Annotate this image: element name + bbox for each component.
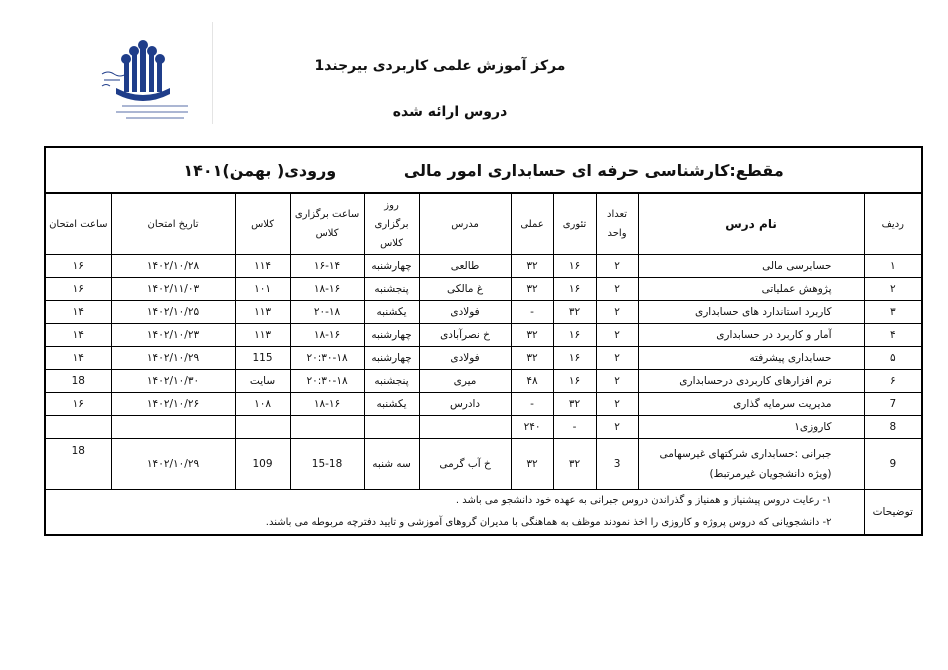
table-row [45, 278, 922, 301]
table-row [45, 370, 922, 393]
note-2: ۲- دانشجویانی که دروس پروژه و کاروزی را اخذ نمودند موظف به هماهنگی با مدیران گروهای آموزشی و تایید دفترچه مربوطه می باشند. [265, 517, 832, 528]
header-divider [212, 22, 213, 124]
cell-exam-date: ۱۴۰۲/۱۰/۲۹ [111, 347, 235, 370]
table-title [45, 147, 922, 193]
cell-exam-date: ۱۴۰۲/۱۰/۲۳ [111, 324, 235, 347]
cell-room: 109 [235, 439, 290, 490]
header-row [45, 193, 922, 255]
cell-exam-time: ۱۶ [45, 255, 111, 278]
notes-row [45, 490, 922, 536]
cell-row: ۲ [864, 278, 922, 301]
program-title: مقطع:کارشناسی حرفه ای حسابداری امور مالی [403, 160, 784, 180]
cell-day [364, 416, 419, 439]
table-row [45, 301, 922, 324]
col-room: کلاس [235, 193, 290, 255]
cell-row: ۳ [864, 301, 922, 324]
cell-units: ۲ [596, 278, 638, 301]
notes-text [45, 490, 864, 536]
cell-theory: ۱۶ [553, 370, 596, 393]
cell-exam-date: ۱۴۰۲/۱۰/۲۸ [111, 255, 235, 278]
cell-practical: ۳۲ [511, 255, 553, 278]
cell-exam-time: 18 [45, 439, 111, 490]
cell-exam-time: ۱۴ [45, 324, 111, 347]
cell-room: ۱۰۱ [235, 278, 290, 301]
col-course: نام درس [638, 193, 864, 255]
cell-theory: ۳۲ [553, 301, 596, 324]
cell-units: ۲ [596, 255, 638, 278]
col-day: روز برگزاری کلاس [364, 193, 419, 255]
col-class-time: ساعت برگزاری کلاس [290, 193, 364, 255]
cell-units: ۲ [596, 347, 638, 370]
cell-row: ۶ [864, 370, 922, 393]
cell-theory: ۳۲ [553, 393, 596, 416]
cell-theory: ۱۶ [553, 324, 596, 347]
cell-practical: - [511, 393, 553, 416]
cell-day: یکشنبه [364, 301, 419, 324]
cell-row: 7 [864, 393, 922, 416]
cell-practical: ۳۲ [511, 347, 553, 370]
table-row [45, 416, 922, 439]
cell-exam-time: 18 [45, 370, 111, 393]
cell-teacher: میری [419, 370, 511, 393]
cell-practical: ۲۴۰ [511, 416, 553, 439]
cell-units: ۲ [596, 393, 638, 416]
cell-course: پژوهش عملیاتی [638, 278, 864, 301]
entry-title: ورودی( بهمن)۱۴۰۱ [183, 160, 337, 180]
cell-exam-time [45, 416, 111, 439]
course-line-2: (ویژه دانشجویان غیرمرتبط) [709, 468, 832, 480]
cell-class-time: ۲۰:۳۰-۱۸ [290, 370, 364, 393]
cell-units: ۲ [596, 301, 638, 324]
cell-theory: ۱۶ [553, 255, 596, 278]
cell-teacher: خ آب گرمی [419, 439, 511, 490]
col-units: تعداد واحد [596, 193, 638, 255]
org-title: مرکز آموزش علمی کاربردی بیرجند1 [314, 58, 566, 74]
cell-course: حسابرسی مالی [638, 255, 864, 278]
col-row: ردیف [864, 193, 922, 255]
cell-exam-date: ۱۴۰۲/۱۰/۳۰ [111, 370, 235, 393]
table-row [45, 439, 922, 490]
cell-class-time: ۱۶-۱۴ [290, 255, 364, 278]
cell-course: کاروزی۱ [638, 416, 864, 439]
cell-day: سه شنبه [364, 439, 419, 490]
cell-room: ۱۱۴ [235, 255, 290, 278]
courses-table [44, 146, 923, 536]
table-title-row [45, 147, 922, 193]
cell-units: ۲ [596, 416, 638, 439]
cell-row: ۴ [864, 324, 922, 347]
cell-room: ۱۰۸ [235, 393, 290, 416]
cell-exam-time: ۱۶ [45, 393, 111, 416]
cell-course: کاربرد استاندارد های حسابداری [638, 301, 864, 324]
cell-teacher [419, 416, 511, 439]
page-subtitle: دروس ارائه شده [392, 104, 508, 120]
cell-practical: ۴۸ [511, 370, 553, 393]
cell-teacher: غ مالکی [419, 278, 511, 301]
course-line-1: جبرانی :حسابداری شرکتهای غیرسهامی [659, 448, 832, 460]
cell-course: حسابداری پیشرفته [638, 347, 864, 370]
table-row [45, 393, 922, 416]
university-logo [96, 40, 196, 122]
cell-theory: ۳۲ [553, 439, 596, 490]
col-practical: عملی [511, 193, 553, 255]
cell-class-time: 15-18 [290, 439, 364, 490]
col-teacher: مدرس [419, 193, 511, 255]
cell-class-time: ۱۸-۱۶ [290, 393, 364, 416]
cell-day: پنجشنبه [364, 370, 419, 393]
col-theory: تئوری [553, 193, 596, 255]
cell-class-time: ۱۸-۱۶ [290, 278, 364, 301]
note-1: ۱- رعایت دروس پیشنیاز و همنیاز و گذراندن دروس جبرانی به عهده خود دانشجو می باشد . [455, 495, 832, 506]
cell-practical: ۳۲ [511, 278, 553, 301]
cell-exam-time: ۱۴ [45, 347, 111, 370]
cell-practical: - [511, 301, 553, 324]
cell-teacher: فولادی [419, 347, 511, 370]
cell-room: ۱۱۳ [235, 324, 290, 347]
cell-practical: ۳۲ [511, 439, 553, 490]
cell-theory: ۱۶ [553, 278, 596, 301]
col-exam-date: تاریخ امتحان [111, 193, 235, 255]
cell-exam-date: ۱۴۰۲/۱۰/۲۵ [111, 301, 235, 324]
cell-teacher: خ نصرآبادی [419, 324, 511, 347]
cell-class-time: ۱۸-۱۶ [290, 324, 364, 347]
cell-class-time: ۲۰:۳۰-۱۸ [290, 347, 364, 370]
cell-row: 9 [864, 439, 922, 490]
cell-course: مدیریت سرمایه گذاری [638, 393, 864, 416]
cell-teacher: دادرس [419, 393, 511, 416]
cell-units: ۲ [596, 370, 638, 393]
cell-theory: ۱۶ [553, 347, 596, 370]
cell-room: سایت [235, 370, 290, 393]
cell-exam-time: ۱۶ [45, 278, 111, 301]
table-row [45, 347, 922, 370]
cell-exam-date: ۱۴۰۲/۱۰/۲۹ [111, 439, 235, 490]
cell-room: 115 [235, 347, 290, 370]
table-row [45, 255, 922, 278]
cell-class-time [290, 416, 364, 439]
cell-exam-date: ۱۴۰۲/۱۰/۲۶ [111, 393, 235, 416]
cell-teacher: طالعی [419, 255, 511, 278]
cell-row: 8 [864, 416, 922, 439]
cell-teacher: فولادی [419, 301, 511, 324]
cell-day: پنجشنبه [364, 278, 419, 301]
cell-course: آمار و کاربرد در حسابداری [638, 324, 864, 347]
cell-course: نرم افزارهای کاربردی درحسابداری [638, 370, 864, 393]
cell-day: چهارشنبه [364, 324, 419, 347]
table-row [45, 324, 922, 347]
cell-row: ۵ [864, 347, 922, 370]
cell-course [638, 439, 864, 490]
cell-room [235, 416, 290, 439]
cell-row: ۱ [864, 255, 922, 278]
notes-label: توضیحات [864, 490, 922, 536]
cell-theory: - [553, 416, 596, 439]
cell-exam-date: ۱۴۰۲/۱۱/۰۳ [111, 278, 235, 301]
cell-day: یکشنبه [364, 393, 419, 416]
col-exam-time: ساعت امتحان [45, 193, 111, 255]
cell-units: 3 [596, 439, 638, 490]
cell-day: چهارشنبه [364, 255, 419, 278]
cell-room: ۱۱۳ [235, 301, 290, 324]
cell-exam-time: ۱۴ [45, 301, 111, 324]
cell-exam-date [111, 416, 235, 439]
cell-class-time: ۲۰-۱۸ [290, 301, 364, 324]
cell-units: ۲ [596, 324, 638, 347]
cell-day: چهارشنبه [364, 347, 419, 370]
cell-practical: ۳۲ [511, 324, 553, 347]
